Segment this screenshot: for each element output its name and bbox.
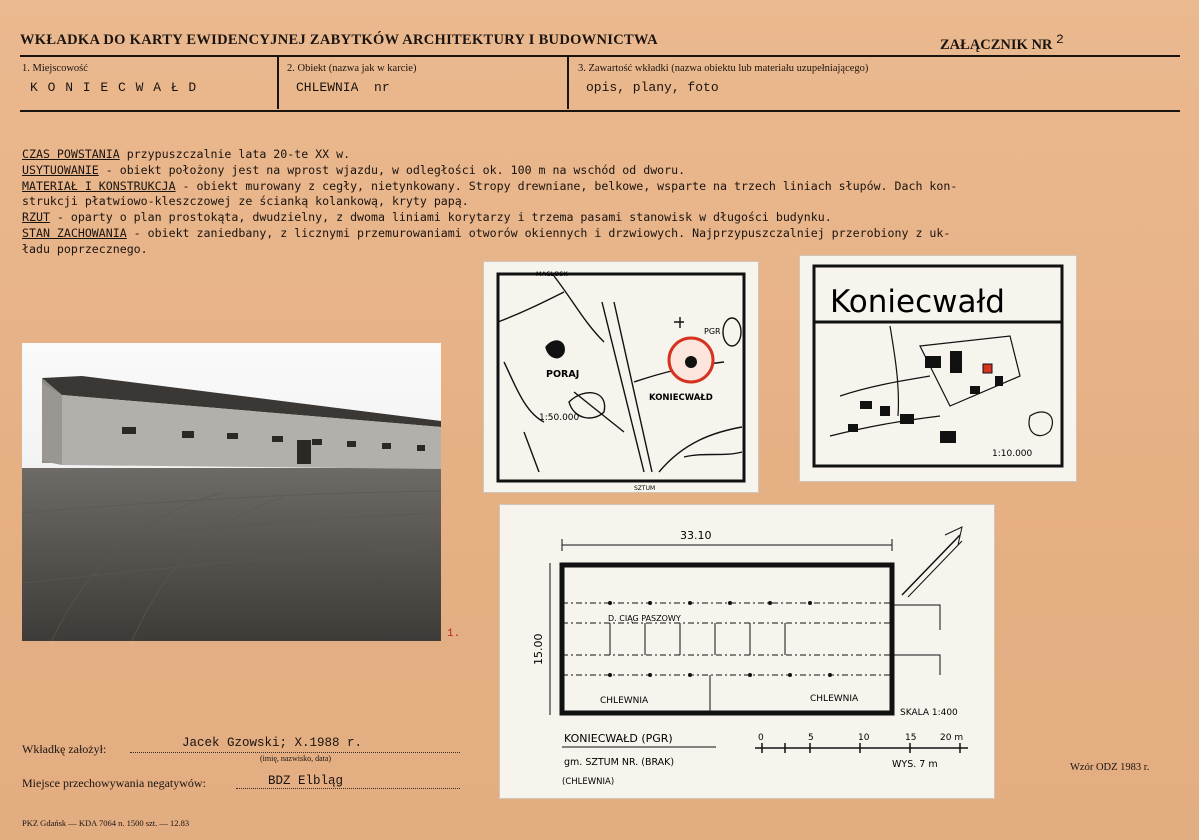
stan-text: - obiekt zaniedbany, z licznymi przemurowaniami otworów okiennych i drzwiowych. Najprzypuszczalniej przerobiony z uk- — [126, 225, 951, 240]
founder-sub: (imię, nazwisko, data) — [260, 754, 332, 763]
plan-municipality: gm. SZTUM NR. (BRAK) — [564, 757, 675, 768]
plan-scale-tick-1: 5 — [808, 733, 814, 743]
map1-top-label: MACŁOSK — [536, 270, 568, 278]
field-2-value: CHLEWNIA nr — [296, 80, 390, 95]
description-text — [22, 147, 1194, 258]
fields-bottom-line — [20, 110, 1180, 112]
attachment-value: 2 — [1056, 32, 1064, 47]
map1-poraj-label: PORAJ — [546, 369, 580, 380]
material-text-cont: strukcji płatwiowo-kleszczowej ze ścianką kolankową, kryty papą. — [22, 194, 469, 209]
rzut-label: RZUT — [22, 210, 50, 225]
map1-bottom-label: SZTUM — [634, 485, 656, 492]
storage-label: Miejsce przechowywania negatywów: — [22, 776, 206, 790]
czas-text: przypuszczalnie lata 20-te XX w. — [119, 147, 351, 161]
barn-photo-image — [22, 343, 441, 641]
storage-value: BDZ Elbląg — [268, 774, 344, 788]
plan-scale-tick-3: 15 — [905, 733, 917, 743]
field-3-label: 3. Zawartość wkładki (nazwa obiektu lub materiału uzupełniającego) — [578, 63, 869, 74]
attachment-label: ZAŁĄCZNIK NR — [940, 36, 1053, 53]
usytuowanie-label: USYTUOWANIE — [22, 162, 99, 177]
field-divider-2 — [567, 57, 569, 109]
plan-scale-tick-2: 10 — [858, 733, 870, 743]
stan-label: STAN ZACHOWANIA — [22, 225, 127, 240]
storage-dotline — [236, 788, 460, 789]
map1-scale-label: 1:50.000 — [539, 413, 580, 423]
field-1-label: 1. Miejscowość — [22, 63, 88, 74]
plan-room-right: CHLEWNIA — [810, 694, 859, 704]
stan-text-cont: ładu poprzecznego. — [22, 241, 148, 256]
founder-dotline — [130, 752, 460, 753]
map1-village-label: KONIECWAŁD — [649, 393, 713, 403]
rzut-text: - oparty o plan prostokąta, dwudzielny, z dwoma liniami korytarzy i trzema pasami stanowisk w długości budynku. — [49, 210, 832, 225]
plan-scale: SKALA 1:400 — [900, 708, 958, 718]
founder-value: Jacek Gzowski; X.1988 r. — [182, 736, 363, 750]
plan-title: KONIECWAŁD (PGR) — [564, 732, 673, 745]
map2-title: Koniecwałd — [830, 284, 1005, 320]
material-text: - obiekt murowany z cegły, nietynkowany. Stropy drewniane, belkowe, wsparte na trzech liniach słupów. Dach kon- — [175, 178, 958, 193]
barn-photo — [22, 343, 441, 641]
field-2-label: 2. Obiekt (nazwa jak w karcie) — [287, 63, 417, 74]
plan-length: 33.10 — [680, 529, 712, 542]
field-1-value: K O N I E C W A Ł D — [30, 80, 198, 95]
plan-scale-tick-0: 0 — [758, 733, 764, 743]
floor-plan — [500, 505, 994, 798]
attachment-number — [940, 32, 1064, 54]
material-label: MATERIAŁ I KONSTRUKCJA — [22, 178, 176, 193]
card-title: WKŁADKA DO KARTY EWIDENCYJNEJ ZABYTKÓW ARCHITEKTURY I BUDOWNICTWA — [20, 32, 658, 48]
plan-width: 15.00 — [532, 633, 545, 665]
plan-height: WYS. 7 m — [892, 759, 938, 770]
site-map-drawing — [800, 256, 1076, 481]
form-code: Wzór ODZ 1983 r. — [1070, 762, 1150, 773]
floor-plan-drawing — [500, 505, 994, 798]
usytuowanie-text: - obiekt położony jest na wprost wjazdu, w odległości ok. 100 m na wschód od dworu. — [98, 162, 686, 177]
print-info: PKZ Gdańsk — KDA 7064 n. 1500 szt. — 12.83 — [22, 818, 190, 828]
site-map — [800, 256, 1076, 481]
location-map-drawing — [484, 262, 758, 492]
plan-object: (CHLEWNIA) — [562, 777, 615, 787]
czas-label: CZAS POWSTANIA — [22, 147, 120, 161]
map2-scale-label: 1:10.000 — [992, 449, 1033, 459]
header-divider — [20, 55, 1180, 57]
plan-room-left: CHLEWNIA — [600, 696, 649, 706]
location-map — [484, 262, 758, 492]
field-3-value: opis, plany, foto — [586, 80, 719, 95]
map1-pgr-label: PGR — [704, 327, 721, 336]
plan-corridor-label: D. CIĄG PASZOWY — [608, 614, 681, 623]
photo-number: 1. — [447, 628, 461, 640]
field-divider-1 — [277, 57, 279, 109]
plan-scale-tick-4: 20 m — [940, 733, 964, 743]
founder-label: Wkładkę założył: — [22, 742, 107, 756]
